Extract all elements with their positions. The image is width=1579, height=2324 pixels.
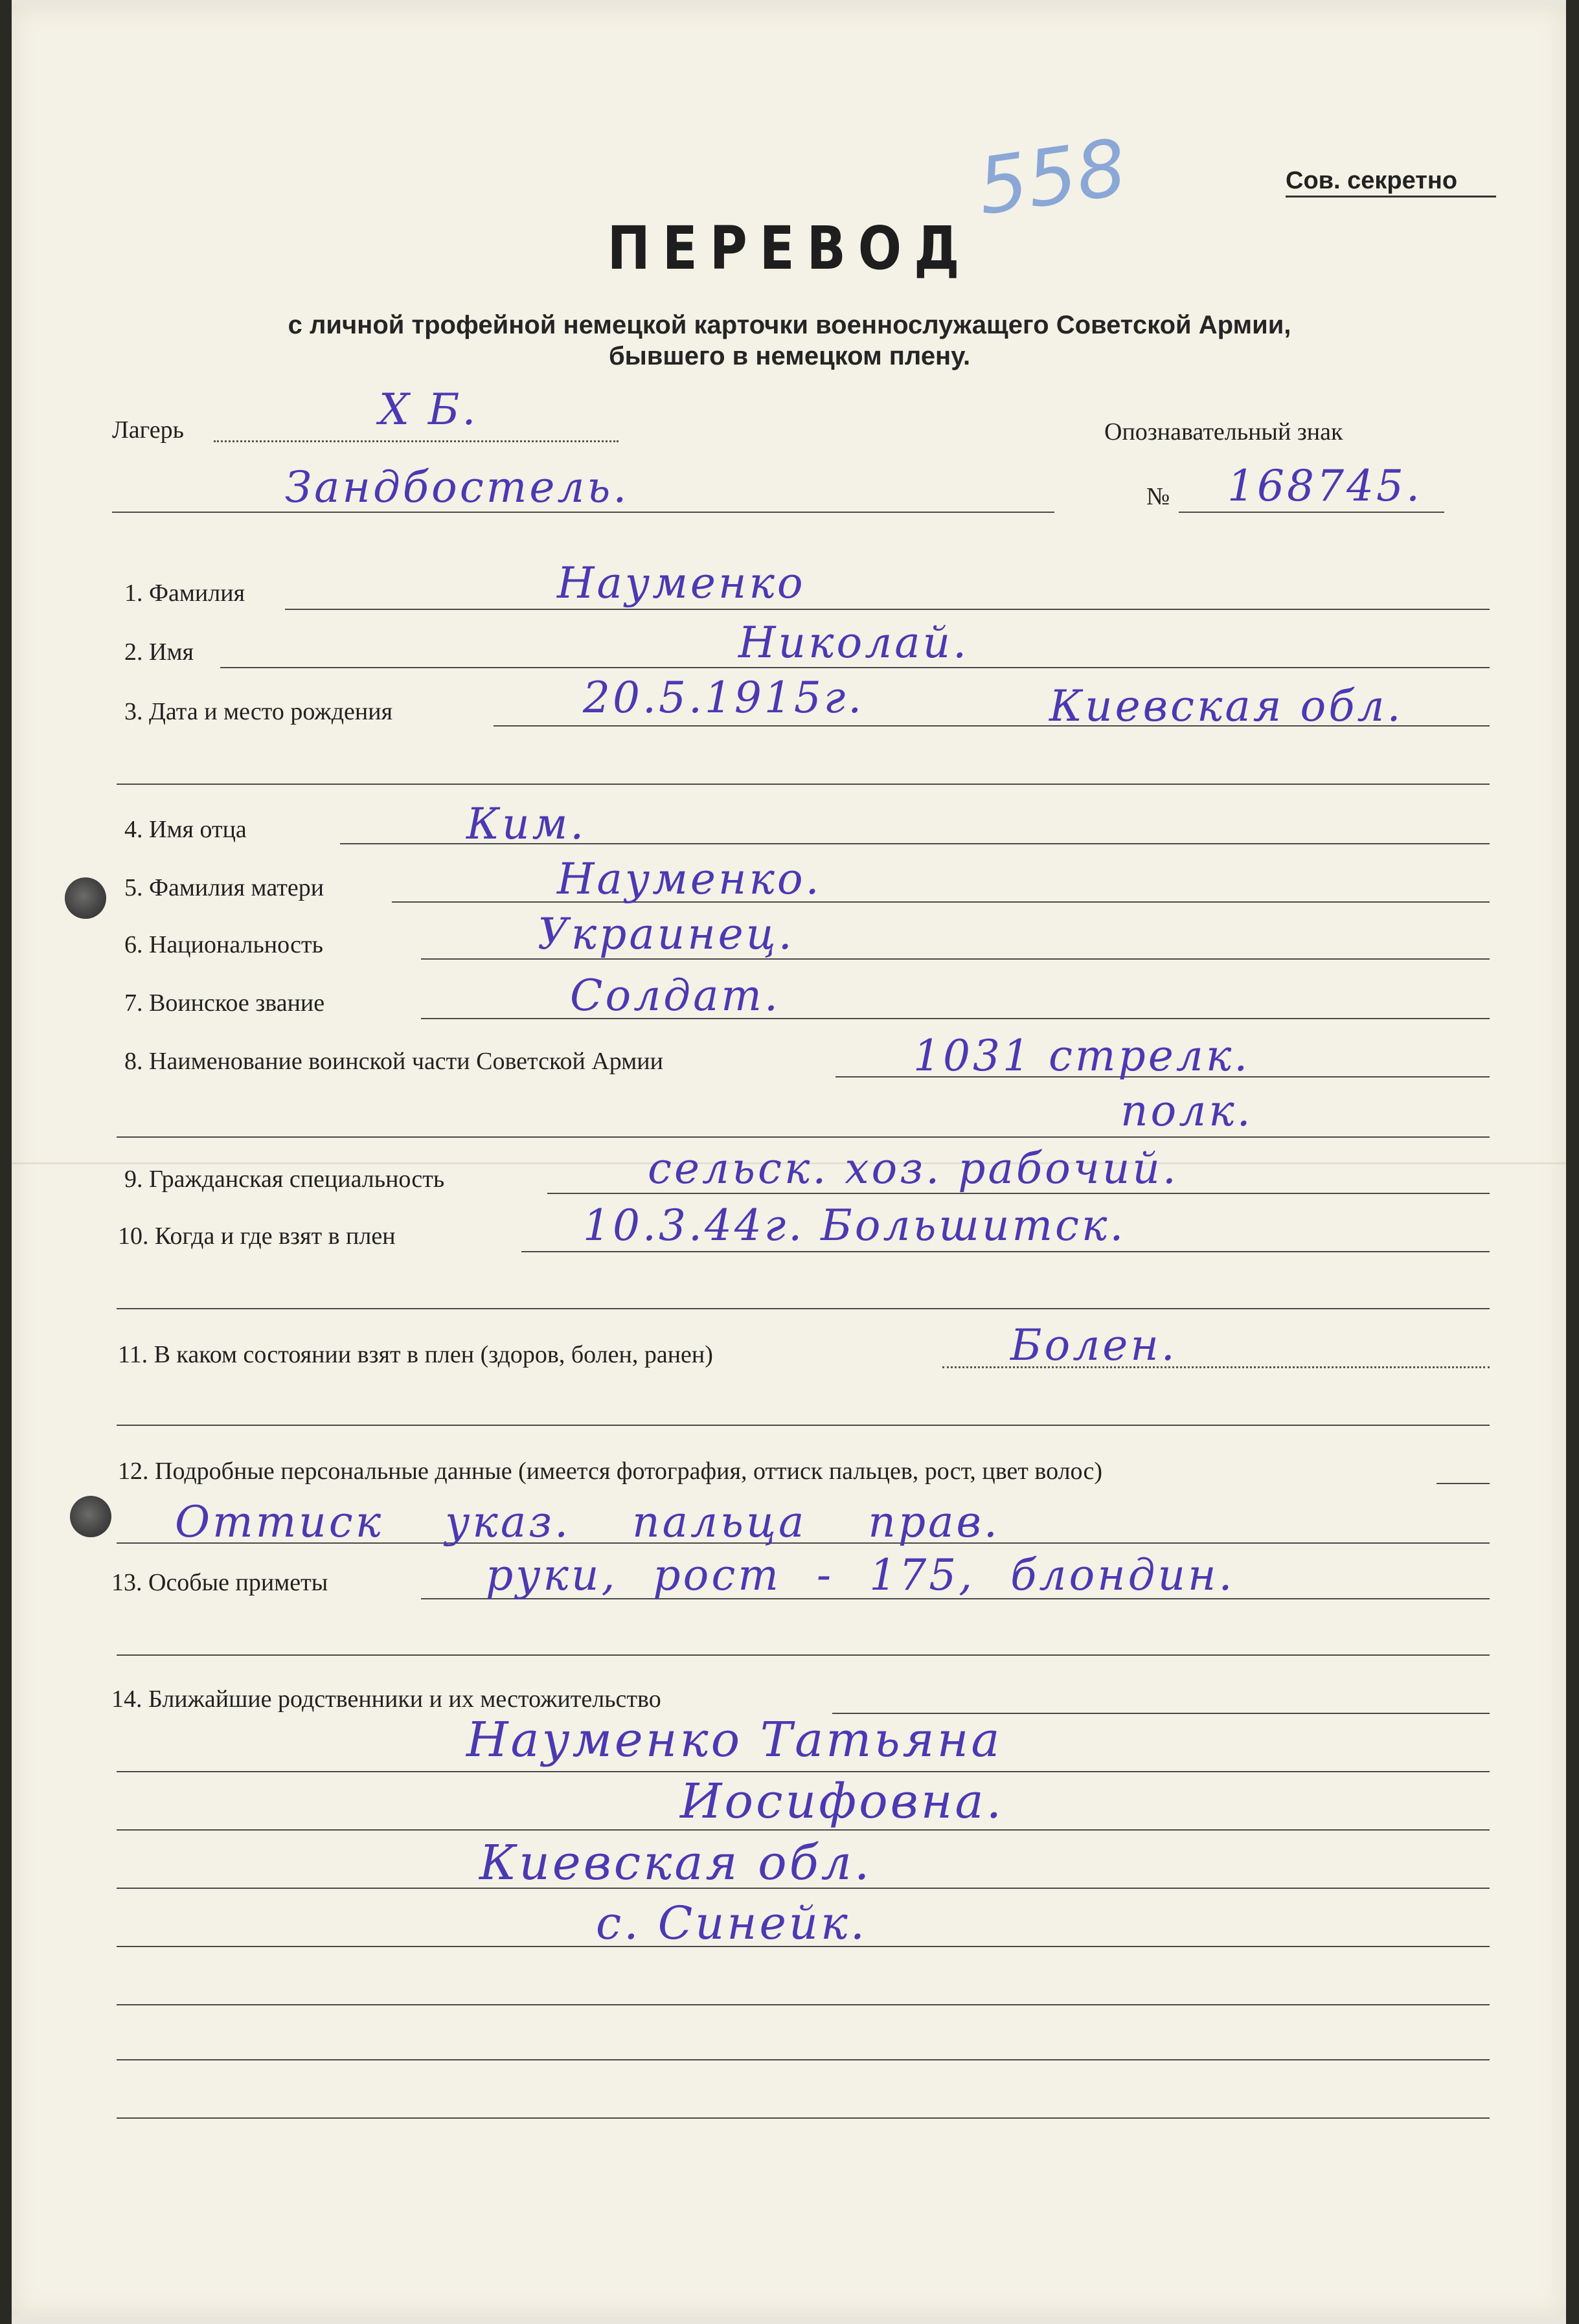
field-marks-label: 13. Особые приметы [111,1569,328,1596]
pencil-number: 558 [972,122,1132,233]
camp-dotted-line [214,440,619,442]
field-condition-value: Болен. [1010,1320,1177,1370]
punch-hole-bottom [70,1496,111,1537]
field-captured-line [521,1251,1490,1252]
relatives-line-5 [117,2004,1490,2005]
field-personal-data-line-stub [1437,1483,1490,1484]
document-subtitle-line1: с личной трофейной немецкой карточки военнослужащего Советской Армии, [288,311,1291,339]
field-mother-label: 5. Фамилия матери [124,874,324,901]
field-nationality-label: 6. Национальность [124,931,323,958]
field-birth-line-2 [117,784,1490,785]
field-birth-label: 3. Дата и место рождения [124,698,393,725]
tag-number-value: 168745. [1227,461,1422,511]
tag-label: Опознавательный знак [1104,418,1343,446]
field-mother-value: Науменко. [557,854,822,904]
field-profession-label: 9. Гражданская специальность [124,1166,445,1193]
field-unit-value-2: полк. [1120,1086,1253,1136]
field-personal-data-value: Оттиск указ. пальца прав. [175,1497,1000,1547]
field-name-value: Николай. [738,618,970,668]
relatives-value-1: Науменко Татьяна [466,1712,1003,1768]
secrecy-stamp: Сов. секретно [1286,167,1458,194]
field-surname-line [285,609,1490,610]
relatives-line-7 [117,2117,1490,2119]
camp-location: Зандбостель. [285,462,630,512]
field-surname-label: 1. Фамилия [124,580,245,607]
field-rank-value: Солдат. [570,971,780,1021]
relatives-value-4: с. Синейк. [596,1897,868,1950]
field-condition-line-2 [117,1425,1490,1426]
field-marks-value: руки, рост - 175, блондин. [486,1550,1235,1600]
relatives-value-2: Иосифовна. [680,1774,1005,1829]
field-unit-line-2 [117,1136,1490,1138]
field-name-label: 2. Имя [124,638,194,666]
field-rank-label: 7. Воинское звание [124,989,325,1017]
field-profession-value: сельск. хоз. рабочий. [648,1144,1179,1193]
tag-number-prefix: № [1146,483,1170,510]
relatives-line-2 [117,1829,1490,1831]
field-captured-label: 10. Когда и где взят в плен [118,1223,396,1250]
field-personal-data-label: 12. Подробные персональные данные (имеется фотография, оттиск пальцев, рост, цвет волос) [118,1458,1102,1485]
field-condition-label: 11. В каком состоянии взят в плен (здоров, болен, ранен) [118,1341,713,1368]
camp-label: Лагерь [112,416,184,444]
field-captured-value: 10.3.44г. Большитск. [583,1201,1126,1250]
field-father-value: Ким. [466,799,587,849]
field-father-label: 4. Имя отца [124,816,247,843]
field-unit-label: 8. Наименование воинской части Советской Армии [124,1048,663,1075]
document-subtitle-line2: бывшего в немецком плену. [608,342,971,370]
field-birth-date-value: 20.5.1915г. [583,673,865,723]
field-nationality-value: Украинец. [538,909,795,959]
field-birth-place-value: Киевская обл. [1049,681,1403,731]
relatives-line-6 [117,2059,1490,2060]
field-unit-value-1: 1031 стрелк. [913,1031,1251,1081]
field-captured-line-2 [117,1308,1490,1309]
field-marks-line-2 [117,1654,1490,1656]
field-relatives-label: 14. Ближайшие родственники и их местожительство [111,1686,661,1713]
camp-value: X Б. [379,385,479,434]
punch-hole-top [65,877,106,919]
document-title: ПЕРЕВОД [607,214,972,283]
relatives-value-3: Киевская обл. [479,1835,872,1891]
tag-number-line [1179,512,1444,513]
secrecy-underline [1286,196,1496,197]
field-surname-value: Науменко [557,558,806,608]
relatives-line-1 [117,1771,1490,1772]
